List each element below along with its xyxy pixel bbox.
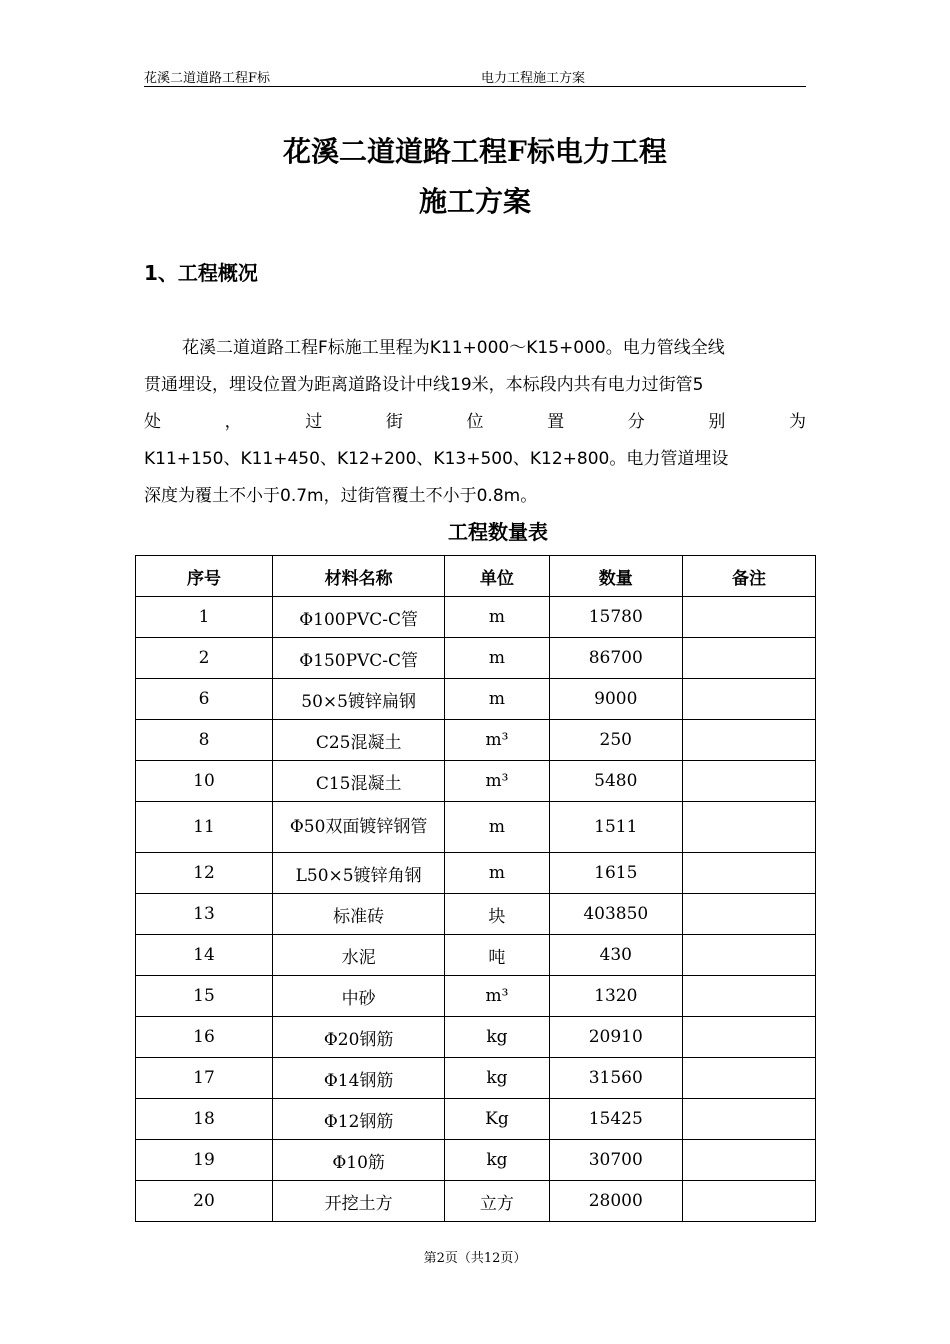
table-row — [136, 853, 816, 894]
table-cell: 11 — [136, 802, 273, 853]
table-cell: 20910 — [549, 1017, 682, 1058]
table-cell — [682, 1017, 815, 1058]
column-header: 数量 — [549, 556, 682, 597]
table-cell: 中砂 — [273, 976, 445, 1017]
table-cell: 1320 — [549, 976, 682, 1017]
table-cell: 15780 — [549, 597, 682, 638]
table-cell: 1511 — [549, 802, 682, 853]
table-cell — [682, 1099, 815, 1140]
table-row — [136, 1017, 816, 1058]
table-cell: 水泥 — [273, 935, 445, 976]
table-cell: 15425 — [549, 1099, 682, 1140]
table-cell: 13 — [136, 894, 273, 935]
paragraph-line: 花溪二道道路工程F标施工里程为K11+000～K15+000。电力管线全线 — [182, 338, 725, 358]
table-cell: 403850 — [549, 894, 682, 935]
table-cell: kg — [445, 1017, 549, 1058]
table-row — [136, 802, 816, 853]
paragraph-word: 别 — [708, 412, 726, 432]
table-cell: 50×5镀锌扁钢 — [273, 679, 445, 720]
table-cell — [682, 1181, 815, 1222]
table-cell: C15混凝土 — [273, 761, 445, 802]
table-cell: kg — [445, 1140, 549, 1181]
table-row — [136, 976, 816, 1017]
table-cell — [682, 935, 815, 976]
table-row — [136, 894, 816, 935]
table-cell — [682, 720, 815, 761]
table-cell: 31560 — [549, 1058, 682, 1099]
table-cell — [682, 1140, 815, 1181]
paragraph-word: ， — [224, 412, 242, 432]
table-cell — [682, 853, 815, 894]
table-cell: 1 — [136, 597, 273, 638]
table-cell: 开挖土方 — [273, 1181, 445, 1222]
table-cell: kg — [445, 1058, 549, 1099]
table-cell: 250 — [549, 720, 682, 761]
table-cell: m — [445, 802, 549, 853]
table-cell: 30700 — [549, 1140, 682, 1181]
table-cell: 430 — [549, 935, 682, 976]
quantity-table — [135, 555, 816, 1222]
header-left-title: 花溪二道道路工程F标 — [144, 71, 271, 86]
table-cell: Φ100PVC-C管 — [273, 597, 445, 638]
table-cell: Φ50双面镀锌钢管 — [273, 802, 445, 853]
table-row — [136, 1140, 816, 1181]
table-cell: 12 — [136, 853, 273, 894]
table-row — [136, 1058, 816, 1099]
paragraph-word: 街 — [385, 412, 403, 432]
table-cell: L50×5镀锌角钢 — [273, 853, 445, 894]
paragraph-line: 贯通埋设，埋设位置为距离道路设计中线19米，本标段内共有电力过街管5 — [144, 375, 704, 395]
paragraph-line: 深度为覆土不小于0.7m，过街管覆土不小于0.8m。 — [144, 486, 538, 506]
column-header: 备注 — [682, 556, 815, 597]
table-cell: m — [445, 597, 549, 638]
table-cell: Φ10筋 — [273, 1140, 445, 1181]
table-row — [136, 597, 816, 638]
table-cell: 标准砖 — [273, 894, 445, 935]
table-cell: 5480 — [549, 761, 682, 802]
table-cell — [682, 638, 815, 679]
table-row — [136, 935, 816, 976]
table-cell: m — [445, 638, 549, 679]
table-cell — [682, 802, 815, 853]
table-cell — [682, 1058, 815, 1099]
table-row — [136, 1099, 816, 1140]
column-header: 单位 — [445, 556, 549, 597]
page-header — [144, 66, 806, 87]
table-cell: 20 — [136, 1181, 273, 1222]
table-cell: C25混凝土 — [273, 720, 445, 761]
paragraph-word: 为 — [789, 412, 806, 432]
table-cell: Φ150PVC-C管 — [273, 638, 445, 679]
header-center-title: 电力工程施工方案 — [481, 71, 586, 86]
paragraph-line-justified — [144, 404, 806, 441]
page-footer: 第2页（共12页） — [423, 1251, 527, 1266]
paragraph-word: 置 — [547, 412, 565, 432]
table-cell: 86700 — [549, 638, 682, 679]
table-row — [136, 679, 816, 720]
table-cell: 28000 — [549, 1181, 682, 1222]
table-cell: 6 — [136, 679, 273, 720]
table-cell: 10 — [136, 761, 273, 802]
column-header: 材料名称 — [273, 556, 445, 597]
table-cell: m³ — [445, 976, 549, 1017]
paragraph-line: K11+150、K11+450、K12+200、K13+500、K12+800。电力管道埋设 — [144, 449, 729, 469]
table-cell: 18 — [136, 1099, 273, 1140]
table-cell: 14 — [136, 935, 273, 976]
table-cell: 17 — [136, 1058, 273, 1099]
document-title-line1: 花溪二道道路工程F标电力工程 — [283, 135, 667, 168]
table-cell — [682, 679, 815, 720]
table-title: 工程数量表 — [448, 520, 548, 544]
table-body — [136, 597, 816, 1222]
table-cell: 8 — [136, 720, 273, 761]
paragraph-word: 位 — [466, 412, 484, 432]
document-title-line2: 施工方案 — [418, 185, 531, 218]
table-cell: 立方 — [445, 1181, 549, 1222]
section-heading: 1、工程概况 — [144, 261, 258, 285]
table-cell: 19 — [136, 1140, 273, 1181]
table-cell — [682, 894, 815, 935]
table-cell: 吨 — [445, 935, 549, 976]
table-cell: 16 — [136, 1017, 273, 1058]
table-cell: m — [445, 679, 549, 720]
table-cell: 块 — [445, 894, 549, 935]
table-cell: Φ14钢筋 — [273, 1058, 445, 1099]
table-row — [136, 720, 816, 761]
table-cell: Φ12钢筋 — [273, 1099, 445, 1140]
table-cell — [682, 761, 815, 802]
table-cell: m³ — [445, 761, 549, 802]
table-cell: 9000 — [549, 679, 682, 720]
table-cell — [682, 976, 815, 1017]
table-row — [136, 761, 816, 802]
table-row — [136, 638, 816, 679]
paragraph-word: 处 — [144, 412, 161, 432]
table-cell: Kg — [445, 1099, 549, 1140]
overview-paragraph — [144, 330, 806, 515]
table-cell: m³ — [445, 720, 549, 761]
table-cell: m — [445, 853, 549, 894]
table-cell: 1615 — [549, 853, 682, 894]
table-row — [136, 1181, 816, 1222]
column-header: 序号 — [136, 556, 273, 597]
paragraph-word: 分 — [627, 412, 645, 432]
paragraph-word: 过 — [305, 412, 323, 432]
table-header-row — [136, 556, 816, 597]
table-cell — [682, 597, 815, 638]
table-cell: 2 — [136, 638, 273, 679]
table-cell: 15 — [136, 976, 273, 1017]
table-cell: Φ20钢筋 — [273, 1017, 445, 1058]
